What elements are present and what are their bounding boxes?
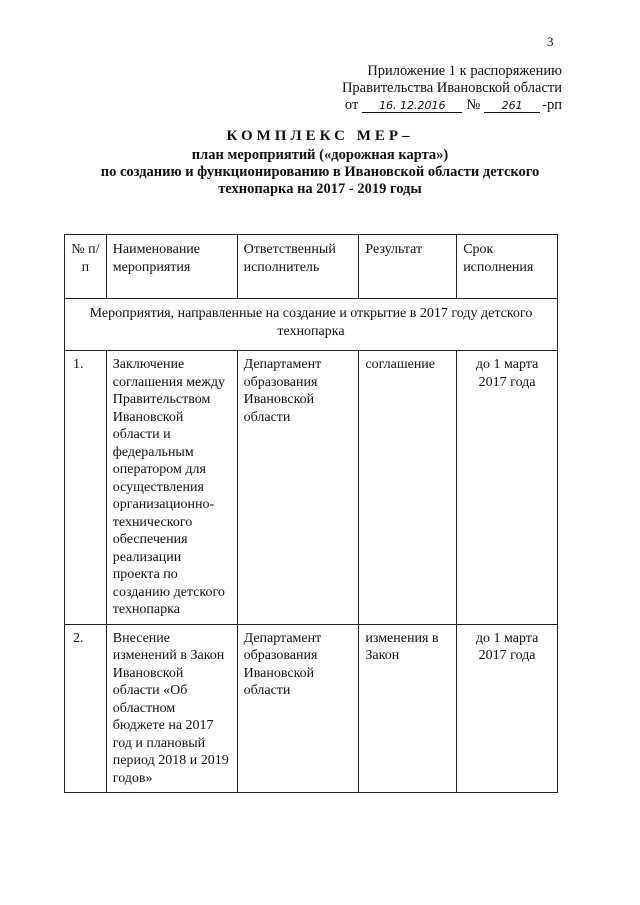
- title-line-2: план мероприятий («дорожная карта»): [191, 147, 449, 163]
- handwritten-number: 261: [484, 99, 540, 113]
- annex-block: [262, 63, 562, 114]
- table-row: [65, 624, 558, 793]
- header-deadline: Срок исполнения: [457, 235, 558, 299]
- row-result: изменения в Закон: [359, 624, 457, 793]
- section-title: Мероприятия, направленные на создание и открытие в 2017 году детского технопарка: [65, 299, 558, 351]
- row-num: 2.: [65, 624, 107, 793]
- annex-line-1: Приложение 1 к распоряжению: [367, 63, 562, 79]
- page-number: 3: [547, 34, 554, 49]
- table-row: [65, 351, 558, 625]
- row-deadline: до 1 марта 2017 года: [457, 351, 558, 625]
- title-line-3: по созданию и функционированию в Ивановской области детского: [100, 164, 540, 180]
- date-prefix: от: [344, 97, 359, 113]
- table-header-row: [65, 235, 558, 299]
- header-num: № п/п: [65, 235, 107, 299]
- number-suffix: -рп: [542, 97, 562, 113]
- measures-table: [64, 234, 558, 793]
- document-title: [60, 128, 580, 198]
- row-responsible: Департамент образования Ивановской области: [237, 351, 359, 625]
- section-row: [65, 299, 558, 351]
- number-prefix: №: [466, 97, 481, 113]
- annex-line-2: Правительства Ивановской области: [341, 80, 562, 96]
- row-name: Заключение соглашения между Правительством Ивановской области и федеральным оператором для осуществления организационно-технического обеспечения реализации проекта по созданию детского технопарка: [106, 351, 237, 625]
- annex-date-line: [262, 97, 562, 114]
- title-line-4: технопарка на 2017 - 2019 годы: [218, 181, 422, 197]
- row-responsible: Департамент образования Ивановской области: [237, 624, 359, 793]
- row-name: Внесение изменений в Закон Ивановской области «Об областном бюджете на 2017 год и плановый период 2018 и 2019 годов»: [106, 624, 237, 793]
- header-result: Результат: [359, 235, 457, 299]
- header-name: Наименование мероприятия: [106, 235, 237, 299]
- handwritten-date: 16. 12.2016: [362, 99, 462, 113]
- header-responsible: Ответственный исполнитель: [237, 235, 359, 299]
- title-main: КОМПЛЕКС МЕР–: [226, 128, 414, 144]
- row-deadline: до 1 марта 2017 года: [457, 624, 558, 793]
- row-result: соглашение: [359, 351, 457, 625]
- row-num: 1.: [65, 351, 107, 625]
